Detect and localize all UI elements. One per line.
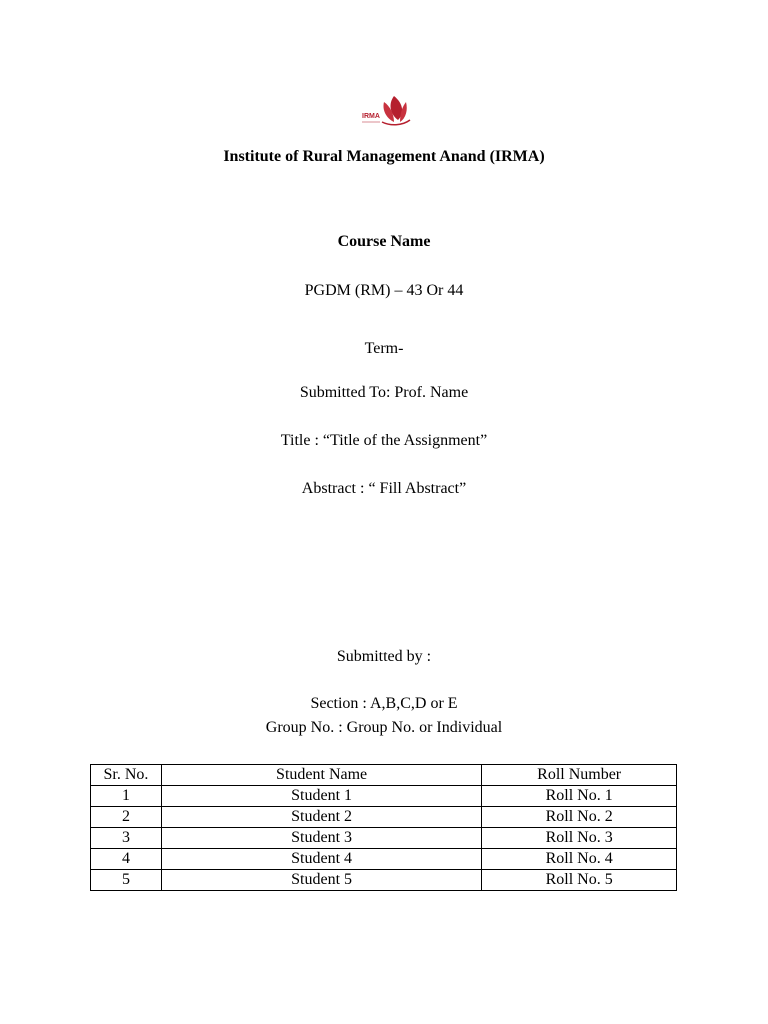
group-line: Group No. : Group No. or Individual [265, 719, 503, 736]
student-name-cell: Student 2 [161, 807, 481, 828]
submitted-to-line: Submitted To: Prof. Name [299, 384, 469, 401]
table-row [91, 828, 677, 849]
roll-number-cell: Roll No. 3 [482, 828, 677, 849]
sr-no-cell: 3 [91, 828, 162, 849]
term-line: Term- [364, 340, 404, 357]
roll-number-cell: Roll No. 5 [482, 870, 677, 891]
table-header-row [91, 765, 677, 786]
sr-no-cell: 5 [91, 870, 162, 891]
assignment-title-line: Title : “Title of the Assignment” [280, 432, 488, 449]
header-student-name: Student Name [161, 765, 481, 786]
table-row [91, 807, 677, 828]
submitted-by-line: Submitted by : [336, 648, 432, 665]
course-name: Course Name [337, 233, 431, 250]
student-name-cell: Student 3 [161, 828, 481, 849]
program-line: PGDM (RM) – 43 Or 44 [304, 282, 464, 299]
sr-no-cell: 4 [91, 849, 162, 870]
abstract-line: Abstract : “ Fill Abstract” [301, 480, 467, 497]
roll-number-cell: Roll No. 1 [482, 786, 677, 807]
sr-no-cell: 1 [91, 786, 162, 807]
students-table [90, 764, 677, 891]
table-row [91, 870, 677, 891]
header-sr-no: Sr. No. [91, 765, 162, 786]
institute-name: Institute of Rural Management Anand (IRMA) [223, 148, 545, 165]
irma-logo [360, 94, 412, 128]
student-name-cell: Student 1 [161, 786, 481, 807]
svg-text:IRMA: IRMA [362, 113, 380, 120]
table-row [91, 786, 677, 807]
section-line: Section : A,B,C,D or E [310, 695, 458, 712]
student-name-cell: Student 5 [161, 870, 481, 891]
sr-no-cell: 2 [91, 807, 162, 828]
header-roll-number: Roll Number [482, 765, 677, 786]
roll-number-cell: Roll No. 2 [482, 807, 677, 828]
roll-number-cell: Roll No. 4 [482, 849, 677, 870]
table-row [91, 849, 677, 870]
student-name-cell: Student 4 [161, 849, 481, 870]
